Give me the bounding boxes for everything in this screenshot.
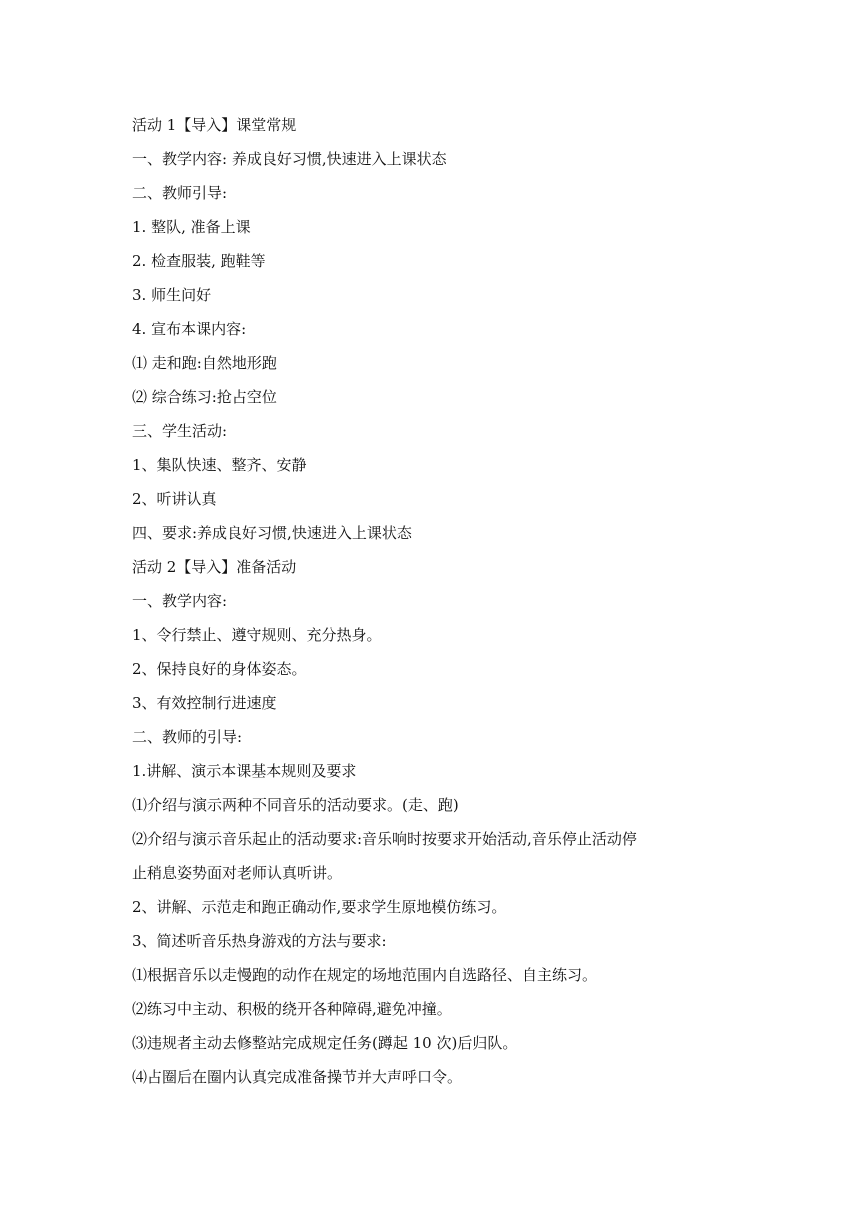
- text-line: 3. 师生问好: [132, 286, 212, 304]
- text-line: 止稍息姿势面对老师认真听讲。: [132, 864, 343, 882]
- text-line: ⑴ 走和跑:自然地形跑: [132, 354, 277, 372]
- activity-1-heading: 活动 1【导入】课堂常规: [132, 116, 297, 134]
- text-line: 三、学生活动:: [132, 422, 228, 440]
- text-line: ⑷占圈后在圈内认真完成准备操节并大声呼口令。: [132, 1068, 463, 1086]
- text-line: 一、教学内容: 养成良好习惯,快速进入上课状态: [132, 150, 447, 168]
- text-line: 2、讲解、示范走和跑正确动作,要求学生原地模仿练习。: [132, 898, 507, 916]
- text-line: ⑵练习中主动、积极的绕开各种障碍,避免冲撞。: [132, 1000, 452, 1018]
- text-line: 二、教师的引导:: [132, 728, 243, 746]
- text-line: 4. 宣布本课内容:: [132, 320, 247, 338]
- text-line: 3、简述听音乐热身游戏的方法与要求:: [132, 932, 387, 950]
- text-line: 2、保持良好的身体姿态。: [132, 660, 307, 678]
- text-line: 二、教师引导:: [132, 184, 228, 202]
- text-line: ⑴介绍与演示两种不同音乐的活动要求。(走、跑): [132, 796, 459, 814]
- text-line: 1、令行禁止、遵守规则、充分热身。: [132, 626, 382, 644]
- text-line: 1、集队快速、整齐、安静: [132, 456, 307, 474]
- text-line: 四、要求:养成良好习惯,快速进入上课状态: [132, 524, 412, 542]
- activity-2-heading: 活动 2【导入】准备活动: [132, 558, 297, 576]
- document-body: [132, 108, 742, 1094]
- text-line: ⑵介绍与演示音乐起止的活动要求:音乐响时按要求开始活动,音乐停止活动停: [132, 830, 637, 848]
- text-line: ⑶违规者主动去修整站完成规定任务(蹲起 10 次)后归队。: [132, 1034, 518, 1052]
- text-line: ⑵ 综合练习:抢占空位: [132, 388, 277, 406]
- text-line: 3、有效控制行进速度: [132, 694, 277, 712]
- text-line: 1.讲解、演示本课基本规则及要求: [132, 762, 357, 780]
- text-line: 2. 检查服装, 跑鞋等: [132, 252, 266, 270]
- text-line: 一、教学内容:: [132, 592, 228, 610]
- text-line: 1. 整队, 准备上课: [132, 218, 251, 236]
- text-line: 2、听讲认真: [132, 490, 217, 508]
- text-line: ⑴根据音乐以走慢跑的动作在规定的场地范围内自选路径、自主练习。: [132, 966, 598, 984]
